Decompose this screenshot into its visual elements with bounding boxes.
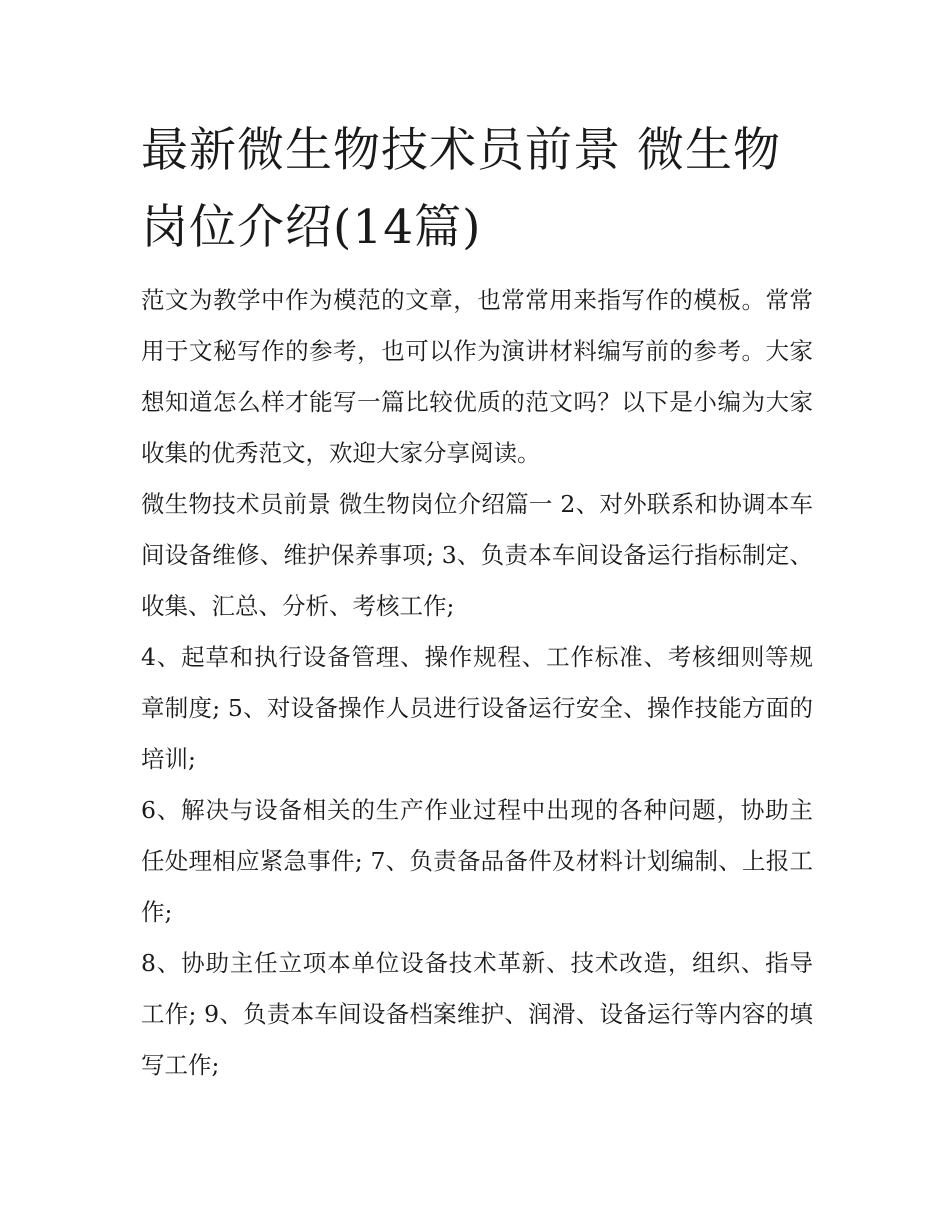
paragraph-item-4-5: 4、起草和执行设备管理、操作规程、工作标准、考核细则等规章制度; 5、对设备操作人员进行设备运行安全、操作技能方面的培训; [141,643,813,773]
paragraph-intro: 范文为教学中作为模范的文章，也常常用来指写作的模板。常常用于文秘写作的参考，也可以作为演讲材料编写前的参考。大家想知道怎么样才能写一篇比较优质的范文吗？以下是小编为大家收集的优秀范文，欢迎大家分享阅读。 [141,286,813,467]
document-title: 最新微生物技术员前景 微生物岗位介绍(14篇) [141,123,781,255]
document-body [141,275,813,1091]
paragraph-item-1-3: 微生物技术员前景 微生物岗位介绍篇一 2、对外联系和协调本车间设备维修、维护保养事项; 3、负责本车间设备运行指标制定、收集、汇总、分析、考核工作; [141,490,813,620]
paragraph-item-8-9: 8、协助主任立项本单位设备技术革新、技术改造，组织、指导工作; 9、负责本车间设备档案维护、润滑、设备运行等内容的填写工作; [141,949,813,1079]
paragraph-item-6-7: 6、解决与设备相关的生产作业过程中出现的各种问题，协助主任处理相应紧急事件; 7、负责备品备件及材料计划编制、上报工作; [141,796,813,926]
